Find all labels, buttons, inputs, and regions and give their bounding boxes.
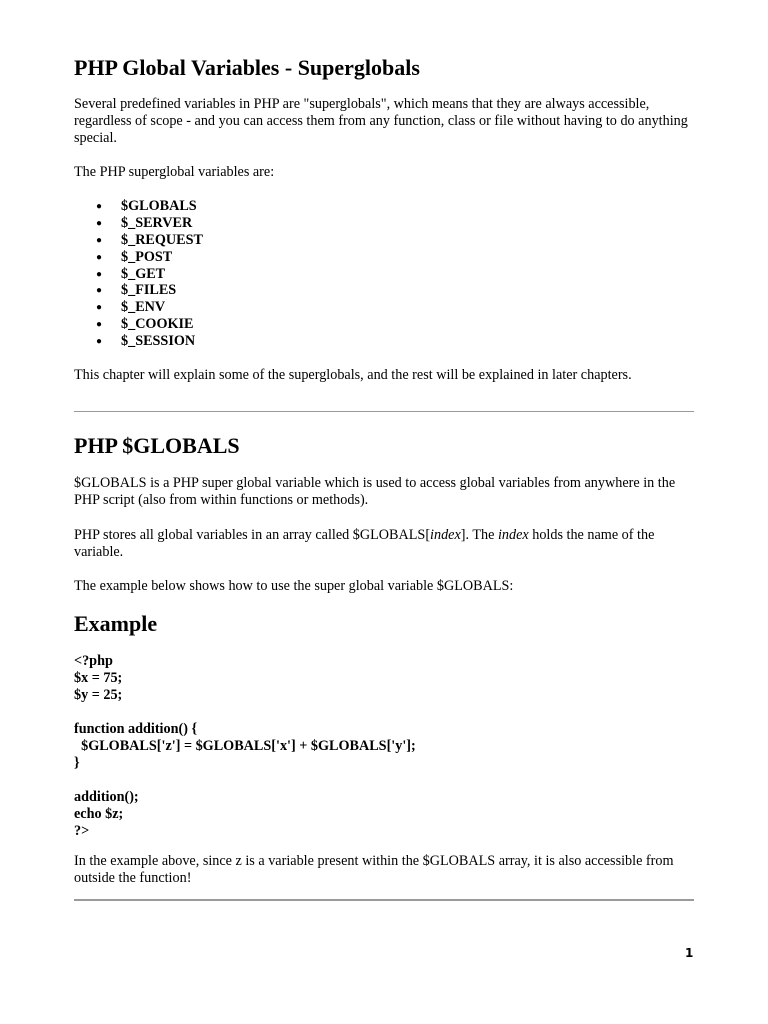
bullet-icon: ● — [96, 285, 103, 297]
section-heading-globals: PHP $GLOBALS — [74, 433, 240, 458]
bullet-icon: ● — [96, 217, 103, 229]
example-intro: The example below shows how to use the super global variable $GLOBALS: — [74, 578, 514, 594]
globals-description: $GLOBALS is a PHP super global variable which is used to access global variables from anywhere in the PHP script (also from within functions or methods). — [74, 475, 676, 508]
superglobals-list — [74, 198, 203, 350]
superglobal-item: ● $_POST — [96, 248, 173, 265]
bullet-icon: ● — [96, 234, 103, 246]
example-explanation: In the example above, since z is a variable present within the $GLOBALS array, it is also accessible from outside the function! — [74, 853, 674, 886]
code-example — [74, 653, 416, 840]
example-heading: Example — [74, 611, 158, 636]
superglobal-item: ● $_FILES — [96, 282, 177, 299]
bullet-icon: ● — [96, 268, 103, 280]
page-number: 1 — [685, 946, 694, 960]
code-line: $GLOBALS['z'] = $GLOBALS['x'] + $GLOBALS['y']; — [74, 738, 416, 754]
index-term: index — [497, 527, 529, 543]
superglobal-item: ● $_COOKIE — [96, 316, 194, 333]
code-line: addition(); — [74, 789, 139, 805]
code-line: ?> — [74, 823, 90, 839]
code-line: $y = 25; — [74, 687, 123, 703]
page-title: PHP Global Variables - Superglobals — [74, 55, 420, 80]
superglobal-item: ● $_REQUEST — [96, 231, 203, 248]
section-divider — [74, 411, 694, 412]
chapter-outro: This chapter will explain some of the superglobals, and the rest will be explained in later chapters. — [74, 367, 632, 383]
code-line — [74, 704, 416, 721]
code-line — [74, 772, 416, 789]
code-line: echo $z; — [74, 806, 124, 822]
code-line: } — [74, 755, 80, 771]
superglobal-item: ● $_ENV — [96, 299, 166, 316]
bullet-icon: ● — [96, 319, 103, 331]
bullet-icon: ● — [96, 201, 103, 212]
superglobal-item: ● $GLOBALS — [96, 198, 197, 214]
section-divider — [74, 899, 694, 901]
bullet-icon: ● — [96, 302, 103, 314]
globals-array-description: PHP stores all global variables in an array called $GLOBALS[index]. The index holds the name of the variable. — [74, 527, 655, 560]
code-line: $x = 75; — [74, 670, 123, 686]
code-line: <?php — [74, 653, 113, 669]
superglobal-item: ● $_SERVER — [96, 214, 193, 231]
bullet-icon: ● — [96, 251, 103, 263]
list-intro: The PHP superglobal variables are: — [74, 164, 275, 180]
superglobal-item: ● $_SESSION — [96, 333, 196, 350]
code-line: function addition() { — [74, 721, 198, 737]
intro-paragraph: Several predefined variables in PHP are "superglobals", which means that they are always accessible, regardless of scope - and you can access them from any function, class or file without having to do anything special. — [74, 96, 688, 146]
bullet-icon: ● — [96, 336, 103, 348]
index-term: index — [430, 527, 461, 543]
superglobal-item: ● $_GET — [96, 265, 166, 282]
